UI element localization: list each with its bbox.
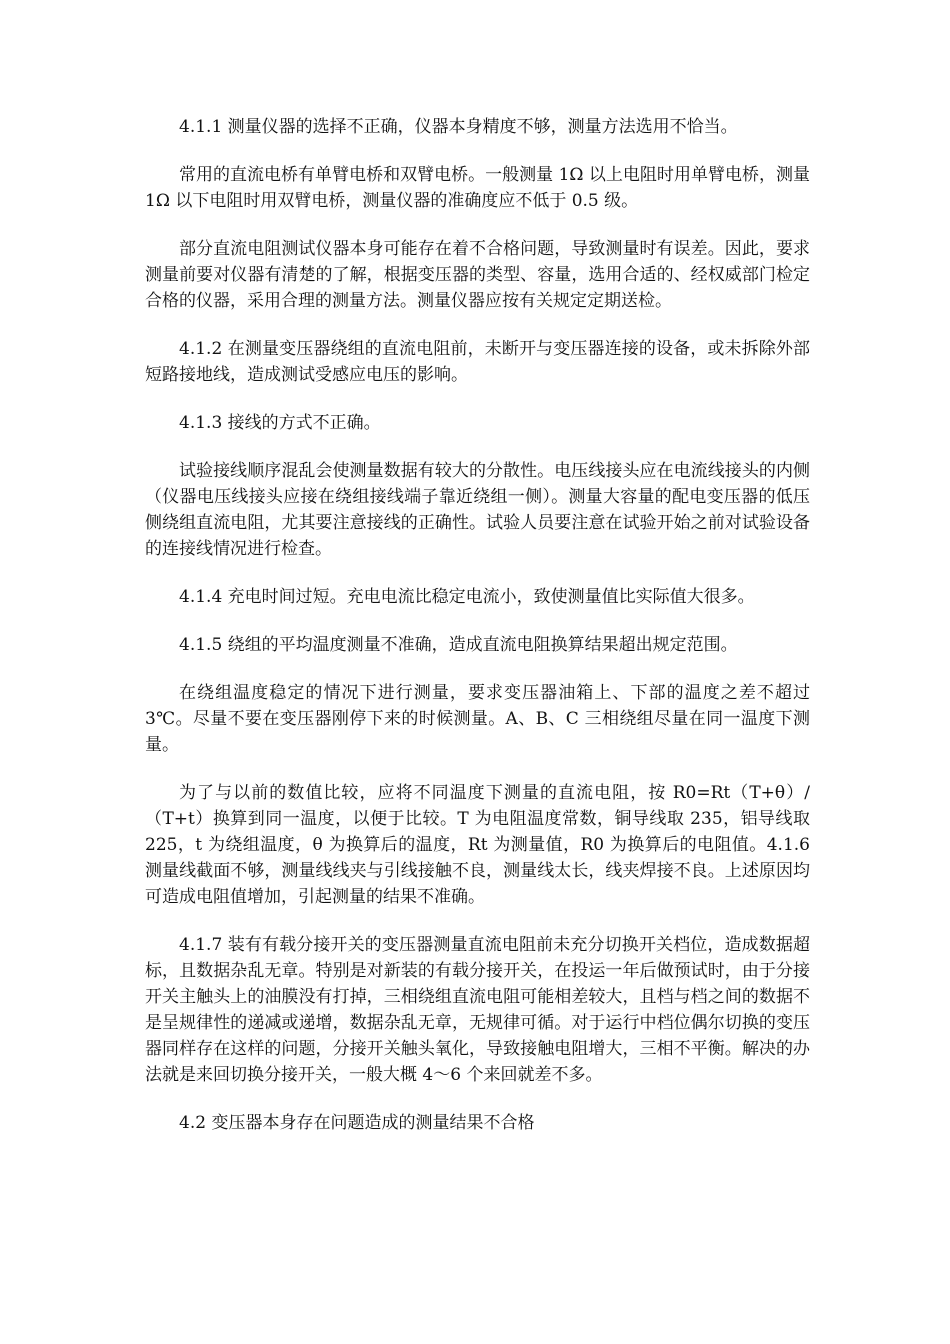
paragraph-instrument-check: 部分直流电阻测试仪器本身可能存在着不合格问题，导致测量时有误差。因此，要求测量前要对仪器有清楚的了解，根据变压器的类型、容量，选用合适的、经权威部门检定合格的仪器，采用合理的测量方法。测量仪器应按有关规定定期送检。 <box>145 239 810 311</box>
paragraph-4-1-7: 4.1.7 装有有载分接开关的变压器测量直流电阻前未充分切换开关档位，造成数据超标，且数据杂乱无章。特别是对新装的有载分接开关，在投运一年后做预试时，由于分接开关主触头上的油膜没有打掉，三相绕组直流电阻可能相差较大，且档与档之间的数据不是呈规律性的递减或递增，数据杂乱无章，无规律可循。对于运行中档位偶尔切换的变压器同样存在这样的问题，分接开关触头氧化，导致接触电阻增大，三相不平衡。解决的办法就是来回切换分接开关，一般大概 4～6 个来回就差不多。 <box>145 935 810 1085</box>
paragraph-4-1-1: 4.1.1 测量仪器的选择不正确，仪器本身精度不够，测量方法选用不恰当。 <box>179 117 738 137</box>
paragraph-conversion-4-1-6: 为了与以前的数值比较，应将不同温度下测量的直流电阻，按 R0=Rt（T+θ）/（T+t）换算到同一温度，以便于比较。T 为电阻温度常数，铜导线取 235，铝导线取 225，t 为绕组温度，θ 为换算后的温度，Rt 为测量值，R0 为换算后的电阻值。4.1.6 测量线截面不够，测量线线夹与引线接触不良，测量线太长，线夹焊接不良。上述原因均可造成电阻值增加，引起测量的结果不准确。 <box>145 783 810 907</box>
paragraph-4-1-4: 4.1.4 充电时间过短。充电电流比稳定电流小，致使测量值比实际值大很多。 <box>179 587 755 607</box>
paragraph-4-2: 4.2 变压器本身存在问题造成的测量结果不合格 <box>179 1113 535 1133</box>
paragraph-4-1-3: 4.1.3 接线的方式不正确。 <box>179 413 381 433</box>
paragraph-dc-bridge: 常用的直流电桥有单臂电桥和双臂电桥。一般测量 1Ω 以上电阻时用单臂电桥，测量 1Ω 以下电阻时用双臂电桥，测量仪器的准确度应不低于 0.5 级。 <box>145 165 810 211</box>
document-body <box>145 114 810 1158</box>
paragraph-wiring-order: 试验接线顺序混乱会使测量数据有较大的分散性。电压线接头应在电流线接头的内侧（仪器电压线接头应接在绕组接线端子靠近绕组一侧）。测量大容量的配电变压器的低压侧绕组直流电阻，尤其要注意接线的正确性。试验人员要注意在试验开始之前对试验设备的连接线情况进行检查。 <box>145 461 810 559</box>
paragraph-4-1-5: 4.1.5 绕组的平均温度测量不准确，造成直流电阻换算结果超出规定范围。 <box>179 635 738 655</box>
paragraph-4-1-2: 4.1.2 在测量变压器绕组的直流电阻前，未断开与变压器连接的设备，或未拆除外部短路接地线，造成测试受感应电压的影响。 <box>145 339 810 385</box>
paragraph-temperature: 在绕组温度稳定的情况下进行测量，要求变压器油箱上、下部的温度之差不超过 3℃。尽量不要在变压器刚停下来的时候测量。A、B、C 三相绕组尽量在同一温度下测量。 <box>145 683 810 755</box>
